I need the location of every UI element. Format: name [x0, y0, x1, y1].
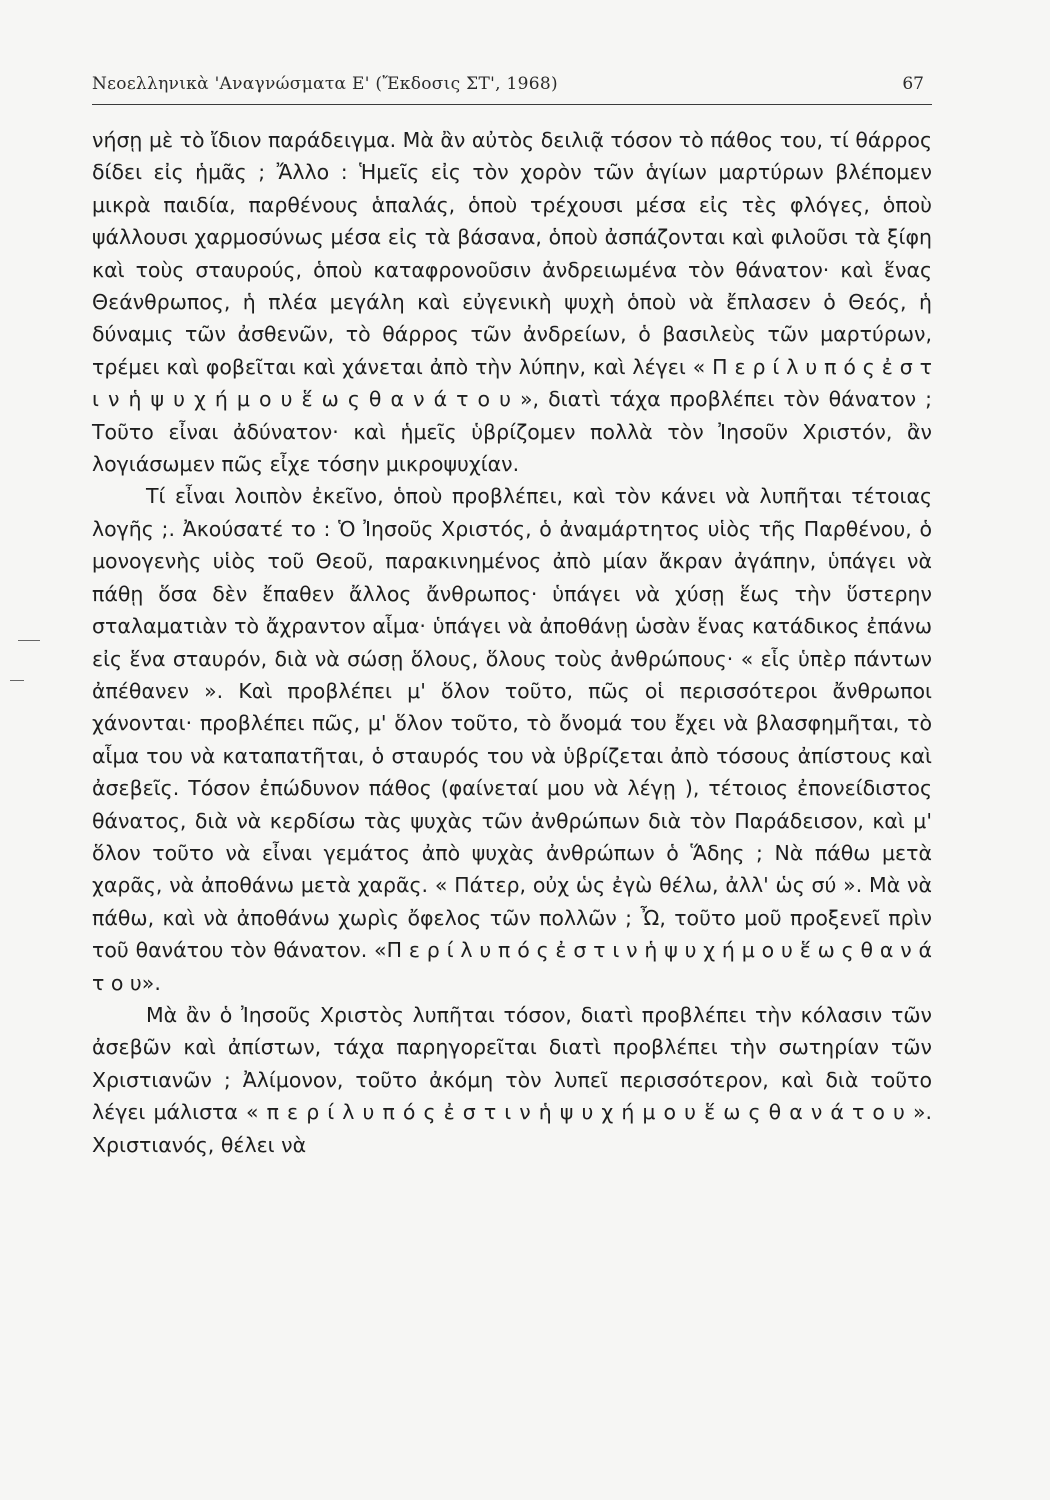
running-header: [92, 70, 932, 104]
page-number: 67: [902, 74, 924, 94]
margin-line-mark: [10, 680, 24, 681]
margin-line-mark: [18, 640, 40, 641]
body-text: [92, 124, 932, 1161]
paragraph-2: Τί εἶναι λοιπὸν ἐκεῖνο, ὁποὺ προβλέπει, καὶ τὸν κάνει νὰ λυπῆται τέτοιας λογῆς ;. Ἀκούσατέ το : Ὁ Ἰησοῦς Χριστός, ὁ ἀναμάρτητος υἱὸς τῆς Παρθένου, ὁ μονογενὴς υἱὸς τοῦ Θεοῦ, παρακινημένος ἀπὸ μίαν ἄκραν ἀγάπην, ὑπάγει νὰ πάθῃ ὅσα δὲν ἔπαθεν ἄλλος ἄνθρωπος· ὑπάγει νὰ χύσῃ ἕως τὴν ὕστερην σταλαματιὰν τὸ ἄχραντον αἷμα· ὑπάγει νὰ ἀποθάνῃ ὡσὰν ἕνας κατάδικος ἐπάνω εἰς ἕνα σταυρόν, διὰ νὰ σώσῃ ὅλους, ὅλους τοὺς ἀνθρώπους· « εἷς ὑπὲρ πάντων ἀπέθανεν ». Καὶ προβλέπει μ' ὅλον τοῦτο, πῶς οἱ περισσότεροι ἄνθρωποι χάνονται· προβλέπει πῶς, μ' ὅλον τοῦτο, τὸ ὄνομά του ἔχει νὰ βλασφημῆται, τὸ αἷμα του νὰ καταπατῆται, ὁ σταυρός του νὰ ὑβρίζεται ἀπὸ τόσους ἀπίστους καὶ ἀσεβεῖς. Τόσον ἐπώδυνον πάθος (φαίνεταί μου νὰ λέγῃ ), τέτοιος ἐπονείδιστος θάνατος, διὰ νὰ κερδίσω τὰς ψυχὰς τῶν ἀνθρώπων διὰ τὸν Παράδεισον, καὶ μ' ὅλον τοῦτο νὰ εἶναι γεμάτος ἀπὸ ψυχὰς ἀνθρώπων ὁ Ἅδης ; Νὰ πάθω μετὰ χαρᾶς, νὰ ἀποθάνω μετὰ χαρᾶς. « Πάτερ, οὐχ ὡς ἐγὼ θέλω, ἀλλ' ὡς σύ ». Μὰ νὰ πάθω, καὶ νὰ ἀποθάνω χωρὶς ὄφελος τῶν πολλῶν ; Ὦ, τοῦτο μοῦ προξενεῖ πρὶν τοῦ θανάτου τὸν θάνατον. «Π ε ρ ί λ υ π ό ς ἐ σ τ ι ν ἡ ψ υ χ ή μ ο υ ἕ ω ς θ α ν ά τ ο υ».: [92, 484, 932, 995]
paragraph-1: νήσῃ μὲ τὸ ἴδιον παράδειγμα. Μὰ ἂν αὐτὸς δειλιᾷ τόσον τὸ πάθος του, τί θάρρος δίδει εἰς ἡμᾶς ; Ἄλλο : Ἡμεῖς εἰς τὸν χορὸν τῶν ἁγίων μαρτύρων βλέπομεν μικρὰ παιδία, παρθένους ἁπαλάς, ὁποὺ τρέχουσι μέσα εἰς τὲς φλόγες, ὁποὺ ψάλλουσι χαρμοσύνως μέσα εἰς τὰ βάσανα, ὁποὺ ἀσπάζονται καὶ φιλοῦσι τὰ ξίφη καὶ τοὺς σταυρούς, ὁποὺ καταφρονοῦσιν ἀνδρειωμένα τὸν θάνατον· καὶ ἕνας Θεάνθρωπος, ἡ πλέα μεγάλη καὶ εὐγενικὴ ψυχὴ ὁποὺ νὰ ἔπλασεν ὁ Θεός, ἡ δύναμις τῶν ἀσθενῶν, τὸ θάρρος τῶν ἀνδρείων, ὁ βασιλεὺς τῶν μαρτύρων, τρέμει καὶ φοβεῖται καὶ χάνεται ἀπὸ τὴν λύπην, καὶ λέγει « Π ε ρ ί λ υ π ό ς ἐ σ τ ι ν ἡ ψ υ χ ή μ ο υ ἕ ω ς θ α ν ά τ ο υ », διατὶ τάχα προβλέπει τὸν θάνατον ; Τοῦτο εἶναι ἀδύνατον· καὶ ἡμεῖς ὑβρίζομεν πολλὰ τὸν Ἰησοῦν Χριστόν, ἂν λογιάσωμεν πῶς εἶχε τόσην μικροψυχίαν.: [92, 128, 932, 477]
header-rule: [92, 104, 932, 105]
paragraph-3: Μὰ ἂν ὁ Ἰησοῦς Χριστὸς λυπῆται τόσον, διατὶ προβλέπει τὴν κόλασιν τῶν ἀσεβῶν καὶ ἀπίστων, τάχα παρηγορεῖται διατὶ προβλέπει τὴν σωτηρίαν τῶν Χριστιανῶν ; Ἀλίμονον, τοῦτο ἀκόμη τὸν λυπεῖ περισσότερον, καὶ διὰ τοῦτο λέγει μάλιστα « π ε ρ ί λ υ π ό ς ἐ σ τ ι ν ἡ ψ υ χ ή μ ο υ ἕ ω ς θ α ν ά τ ο υ ». Χριστιανός, θέλει νὰ: [92, 1002, 932, 1157]
running-header-title: Νεοελληνικὰ 'Αναγνώσματα Ε' (Ἔκδοσις ΣΤ', 1968): [92, 74, 558, 94]
